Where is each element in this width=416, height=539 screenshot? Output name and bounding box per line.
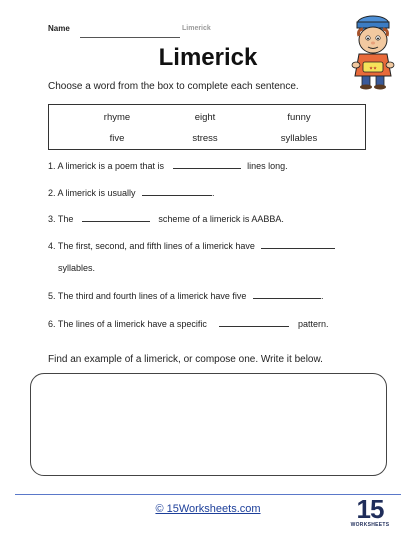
writing-prompt: Find an example of a limerick, or compose one. Write it below. [48,354,323,365]
footer-divider [15,494,401,495]
question-text: scheme of a limerick is AABBA. [158,214,284,224]
question-text: 5. The third and fourth lines of a limerick have five [48,291,247,301]
name-label: Name [48,24,70,33]
question-4 [48,240,335,251]
question-text: 2. A limerick is usually [48,188,136,198]
writing-answer-box[interactable] [30,373,387,476]
question-text: 6. The lines of a limerick have a specific [48,319,207,329]
question-4-continued [48,263,95,273]
page-title: Limerick [158,44,258,71]
answer-blank[interactable] [219,318,289,327]
question-text: . [212,188,215,198]
word-bank-item: five [109,133,125,144]
answer-blank[interactable] [253,290,321,299]
copyright-link[interactable]: © 15Worksheets.com [155,503,261,515]
worksheet-topic-label: Limerick [182,25,211,32]
instruction-text: Choose a word from the box to complete each sentence. [48,81,299,92]
question-3 [48,213,284,224]
question-2 [48,187,215,198]
answer-blank[interactable] [82,213,150,222]
answer-blank[interactable] [261,240,335,249]
word-bank-item: eight [194,112,216,123]
word-bank-item: rhyme [103,112,131,123]
word-bank-item: stress [192,133,218,144]
word-bank-item: syllables [280,133,318,144]
question-text: . [320,291,324,301]
logo-text: WORKSHEETS [350,522,390,528]
svg-text:★★: ★★ [368,65,378,71]
name-field-line[interactable] [80,37,180,38]
question-text: syllables. [58,263,96,273]
word-bank-box [48,104,366,150]
answer-blank[interactable] [173,160,241,169]
question-text: lines long. [247,161,288,171]
question-5 [48,290,323,301]
word-bank-item: funny [287,112,311,123]
question-text: 4. The first, second, and fifth lines of a limerick have [48,241,255,251]
question-text: 1. A limerick is a poem that is [48,161,165,171]
worksheets-logo [350,496,390,536]
question-text: pattern. [297,319,329,329]
answer-blank[interactable] [142,187,212,196]
question-text: 3. The [48,214,74,224]
question-1 [48,160,288,171]
question-6 [48,318,328,329]
logo-number: 15 [356,494,384,524]
